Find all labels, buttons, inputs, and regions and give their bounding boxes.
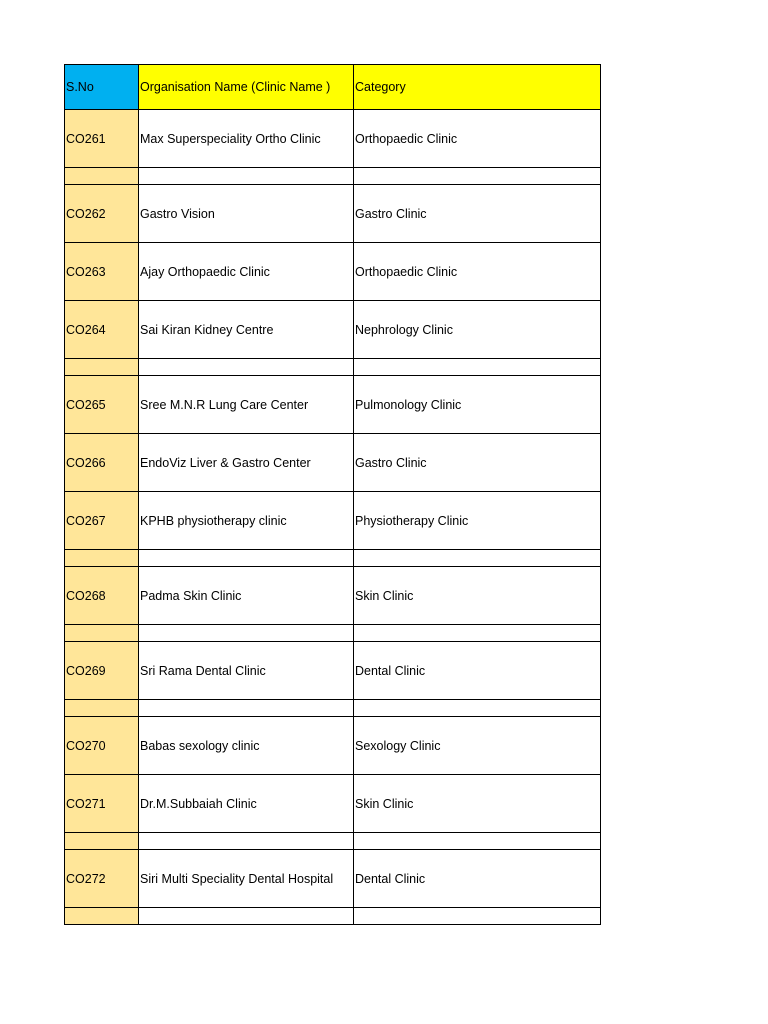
organisation-name-cell: Ajay Orthopaedic Clinic bbox=[139, 243, 354, 301]
organisation-name-cell bbox=[139, 359, 354, 376]
table-row bbox=[65, 567, 601, 625]
spacer-row bbox=[65, 168, 601, 185]
organisation-name-cell: Gastro Vision bbox=[139, 185, 354, 243]
category-cell: Physiotherapy Clinic bbox=[354, 492, 601, 550]
category-cell: Gastro Clinic bbox=[354, 185, 601, 243]
organisation-name-cell bbox=[139, 908, 354, 925]
clinic-table bbox=[64, 64, 601, 925]
table-row bbox=[65, 301, 601, 359]
organisation-name-cell: EndoViz Liver & Gastro Center bbox=[139, 434, 354, 492]
table-row bbox=[65, 185, 601, 243]
table-row bbox=[65, 850, 601, 908]
organisation-name-cell: Siri Multi Speciality Dental Hospital bbox=[139, 850, 354, 908]
category-cell: Gastro Clinic bbox=[354, 434, 601, 492]
header-category: Category bbox=[354, 65, 601, 110]
organisation-name-cell: Sri Rama Dental Clinic bbox=[139, 642, 354, 700]
table-row bbox=[65, 243, 601, 301]
category-cell bbox=[354, 168, 601, 185]
table-row bbox=[65, 492, 601, 550]
sno-cell bbox=[65, 700, 139, 717]
organisation-name-cell: Max Superspeciality Ortho Clinic bbox=[139, 110, 354, 168]
category-cell: Pulmonology Clinic bbox=[354, 376, 601, 434]
organisation-name-cell: KPHB physiotherapy clinic bbox=[139, 492, 354, 550]
category-cell: Dental Clinic bbox=[354, 642, 601, 700]
sno-cell bbox=[65, 359, 139, 376]
category-cell: Orthopaedic Clinic bbox=[354, 110, 601, 168]
category-cell: Dental Clinic bbox=[354, 850, 601, 908]
table-row bbox=[65, 717, 601, 775]
organisation-name-cell: Sree M.N.R Lung Care Center bbox=[139, 376, 354, 434]
organisation-name-cell: Dr.M.Subbaiah Clinic bbox=[139, 775, 354, 833]
organisation-name-cell bbox=[139, 550, 354, 567]
table-row bbox=[65, 434, 601, 492]
sno-cell: CO271 bbox=[65, 775, 139, 833]
organisation-name-cell: Padma Skin Clinic bbox=[139, 567, 354, 625]
table-row bbox=[65, 775, 601, 833]
sno-cell bbox=[65, 833, 139, 850]
category-cell: Sexology Clinic bbox=[354, 717, 601, 775]
organisation-name-cell bbox=[139, 700, 354, 717]
spacer-row bbox=[65, 550, 601, 567]
spacer-row bbox=[65, 908, 601, 925]
sno-cell bbox=[65, 908, 139, 925]
spacer-row bbox=[65, 625, 601, 642]
sno-cell: CO267 bbox=[65, 492, 139, 550]
table-row bbox=[65, 376, 601, 434]
category-cell: Skin Clinic bbox=[354, 567, 601, 625]
sno-cell bbox=[65, 625, 139, 642]
sno-cell: CO261 bbox=[65, 110, 139, 168]
sno-cell bbox=[65, 168, 139, 185]
table-body bbox=[65, 110, 601, 925]
organisation-name-cell bbox=[139, 168, 354, 185]
header-row bbox=[65, 65, 601, 110]
sno-cell: CO264 bbox=[65, 301, 139, 359]
sno-cell bbox=[65, 550, 139, 567]
spacer-row bbox=[65, 700, 601, 717]
category-cell bbox=[354, 625, 601, 642]
sno-cell: CO272 bbox=[65, 850, 139, 908]
sno-cell: CO265 bbox=[65, 376, 139, 434]
sno-cell: CO269 bbox=[65, 642, 139, 700]
organisation-name-cell bbox=[139, 833, 354, 850]
header-organisation-name: Organisation Name (Clinic Name ) bbox=[139, 65, 354, 110]
category-cell: Nephrology Clinic bbox=[354, 301, 601, 359]
category-cell bbox=[354, 359, 601, 376]
spacer-row bbox=[65, 833, 601, 850]
sno-cell: CO266 bbox=[65, 434, 139, 492]
table-row bbox=[65, 110, 601, 168]
sno-cell: CO263 bbox=[65, 243, 139, 301]
sno-cell: CO268 bbox=[65, 567, 139, 625]
organisation-name-cell bbox=[139, 625, 354, 642]
category-cell: Skin Clinic bbox=[354, 775, 601, 833]
sno-cell: CO262 bbox=[65, 185, 139, 243]
sno-cell: CO270 bbox=[65, 717, 139, 775]
category-cell bbox=[354, 908, 601, 925]
table-row bbox=[65, 642, 601, 700]
header-sno: S.No bbox=[65, 65, 139, 110]
spacer-row bbox=[65, 359, 601, 376]
category-cell: Orthopaedic Clinic bbox=[354, 243, 601, 301]
category-cell bbox=[354, 700, 601, 717]
organisation-name-cell: Babas sexology clinic bbox=[139, 717, 354, 775]
category-cell bbox=[354, 833, 601, 850]
category-cell bbox=[354, 550, 601, 567]
organisation-name-cell: Sai Kiran Kidney Centre bbox=[139, 301, 354, 359]
